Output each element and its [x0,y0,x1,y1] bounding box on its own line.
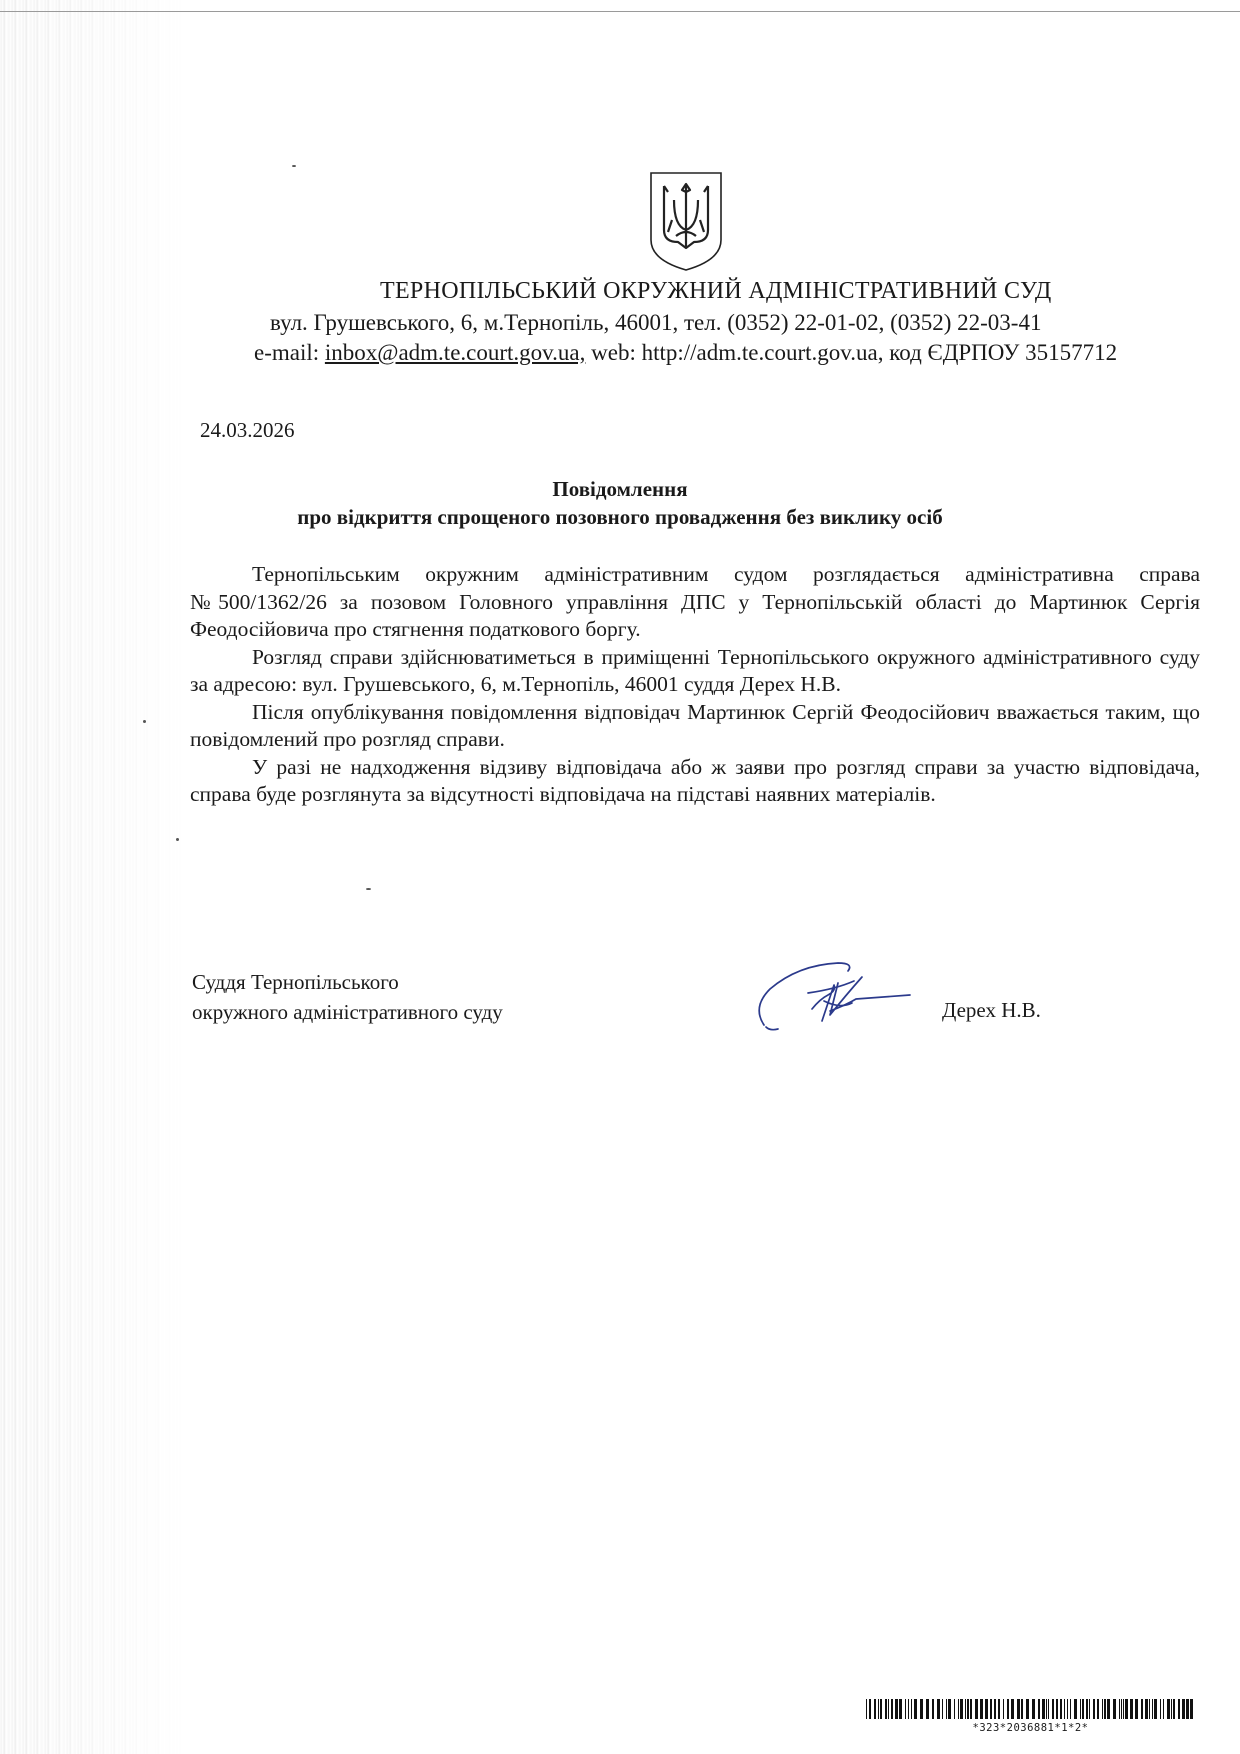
barcode-bar [1107,1699,1110,1719]
barcode-bar [1145,1699,1148,1719]
barcode-bar [1113,1699,1116,1719]
barcode-bar [1163,1699,1164,1719]
barcode-bar [1089,1699,1090,1719]
judge-position-line-1: Суддя Тернопільського [192,970,399,994]
barcode-bar [1017,1699,1020,1719]
barcode-bar [1086,1699,1088,1719]
barcode-bar [980,1699,983,1719]
barcode-bar [1056,1699,1058,1719]
scan-speck [292,165,296,167]
barcode-bar [1125,1699,1128,1719]
barcode-bar [888,1699,889,1719]
barcode-bar [990,1699,992,1719]
barcode-bar [911,1699,912,1719]
barcode-bar [1182,1699,1185,1719]
barcode-bar [1186,1699,1189,1719]
barcode-bar [994,1699,996,1719]
barcode-bar [920,1699,923,1719]
barcode-bar [1121,1699,1122,1719]
barcode-bar [1152,1699,1153,1719]
barcode-bar [1135,1699,1138,1719]
barcode-bar [1064,1699,1065,1719]
barcode-bar [1123,1699,1124,1719]
barcode-bar [1178,1699,1180,1719]
barcode-bar [885,1699,887,1719]
barcode-bar [1097,1699,1099,1719]
barcode-bar [1021,1699,1023,1719]
barcode-bar [975,1699,978,1719]
barcode-bar [1104,1699,1106,1719]
barcode-bar [895,1699,898,1719]
judge-position [192,967,503,1027]
barcode-bar [874,1699,876,1719]
barcode-bar [1052,1699,1054,1719]
body-paragraph-4: У разі не надходження відзиву відповідача або ж заяви про розгляд справи за участю відповідача, справа буде розглянута за відсутності відповідача на підставі наявних матеріалів. [190,754,1200,806]
barcode-graphic [866,1699,1195,1719]
barcode-bar [1042,1699,1045,1719]
trident-coat-of-arms-icon [648,170,724,272]
barcode-bar [998,1699,1000,1719]
barcode-bar [937,1699,940,1719]
barcode-bar [908,1699,909,1719]
barcode-bar [1093,1699,1095,1719]
barcode-bar [1171,1699,1172,1719]
barcode-bar [914,1699,917,1719]
barcode-bar [1070,1699,1071,1719]
barcode-bar [1173,1699,1175,1719]
notice-subtitle: про відкриття спрощеного позовного провадження без виклику осіб [297,505,943,529]
scan-speck [176,838,179,841]
barcode-bar [1003,1699,1004,1719]
barcode-bar [1167,1699,1170,1719]
barcode-bar [1007,1699,1009,1719]
barcode-bar [1082,1699,1084,1719]
judge-position-line-2: окружного адміністративного суду [192,1000,503,1024]
barcode-bar [866,1699,867,1719]
barcode-bar [899,1699,902,1719]
body-paragraph-2: Розгляд справи здійснюватиметься в приміщенні Тернопільського окружного адміністративного суду за адресою: вул. Грушевського, 6, м.Тернопіль, 46001 суддя Дерех Н.В. [190,644,1200,696]
barcode-bar [985,1699,988,1719]
email-label: e-mail: [254,340,325,365]
email-link[interactable]: inbox@adm.te.court.gov.ua, [324,340,586,365]
barcode-bar [869,1699,871,1719]
handwritten-signature [750,955,920,1035]
scan-speck [143,720,146,723]
barcode-bar [1060,1699,1062,1719]
barcode-bar [1067,1699,1068,1719]
barcode-bar [1190,1699,1193,1719]
barcode-bar [1154,1699,1157,1719]
barcode-bar [1048,1699,1049,1719]
barcode-bar [891,1699,893,1719]
notice-body [190,561,1200,809]
court-contacts [254,340,1117,366]
barcode-bar [965,1699,966,1719]
web-and-code: web: http://adm.te.court.gov.ua, код ЄДРПОУ 35157712 [585,340,1118,365]
barcode-bar [1119,1699,1120,1719]
body-paragraph-3: Після опублікування повідомлення відповідач Мартинюк Сергій Феодосійович вважається таким, що повідомлений про розгляд справи. [190,699,1200,751]
barcode-bar [1038,1699,1040,1719]
document-date: 24.03.2026 [200,418,295,442]
court-address: вул. Грушевського, 6, м.Тернопіль, 46001, тел. (0352) 22-01-02, (0352) 22-03-41 [270,310,1042,335]
barcode-bar [942,1699,943,1719]
barcode-bar [1149,1699,1150,1719]
barcode-bar [948,1699,951,1719]
barcode-bar [1032,1699,1035,1719]
barcode-bar [880,1699,882,1719]
barcode-bar [970,1699,972,1719]
judge-name: Дерех Н.В. [942,998,1041,1022]
scan-edge-artifact [0,0,190,1754]
barcode-bar [946,1699,947,1719]
court-name: ТЕРНОПІЛЬСЬКИЙ ОКРУЖНИЙ АДМІНІСТРАТИВНИЙ СУД [380,278,1052,304]
notice-title: Повідомлення [552,477,688,501]
barcode-bar [1130,1699,1133,1719]
barcode-bar [926,1699,929,1719]
barcode-bar [1141,1699,1143,1719]
body-paragraph-1: Тернопільським окружним адміністративним судом розглядається адміністративна справа №500/1362/26 за позовом Головного управління ДПС у Тернопільській області до Мартинюк Сергія Феодосійовича про стягнення податкового боргу. [190,562,1200,641]
barcode-bar [1160,1699,1161,1719]
barcode-bar [932,1699,934,1719]
barcode-bar [905,1699,906,1719]
barcode-text: *323*2036881*1*2* [972,1722,1089,1734]
barcode-bar [1046,1699,1047,1719]
barcode-bar [967,1699,969,1719]
barcode-bar [878,1699,879,1719]
barcode-bar [1026,1699,1029,1719]
barcode-bar [1074,1699,1077,1719]
barcode-bar [954,1699,955,1719]
barcode-bar [1102,1699,1103,1719]
scan-top-edge-line [0,11,1240,12]
barcode-bar [1011,1699,1014,1719]
barcode-bar [960,1699,963,1719]
scan-speck [366,888,371,890]
barcode-bar [1080,1699,1081,1719]
barcode-bar [958,1699,959,1719]
